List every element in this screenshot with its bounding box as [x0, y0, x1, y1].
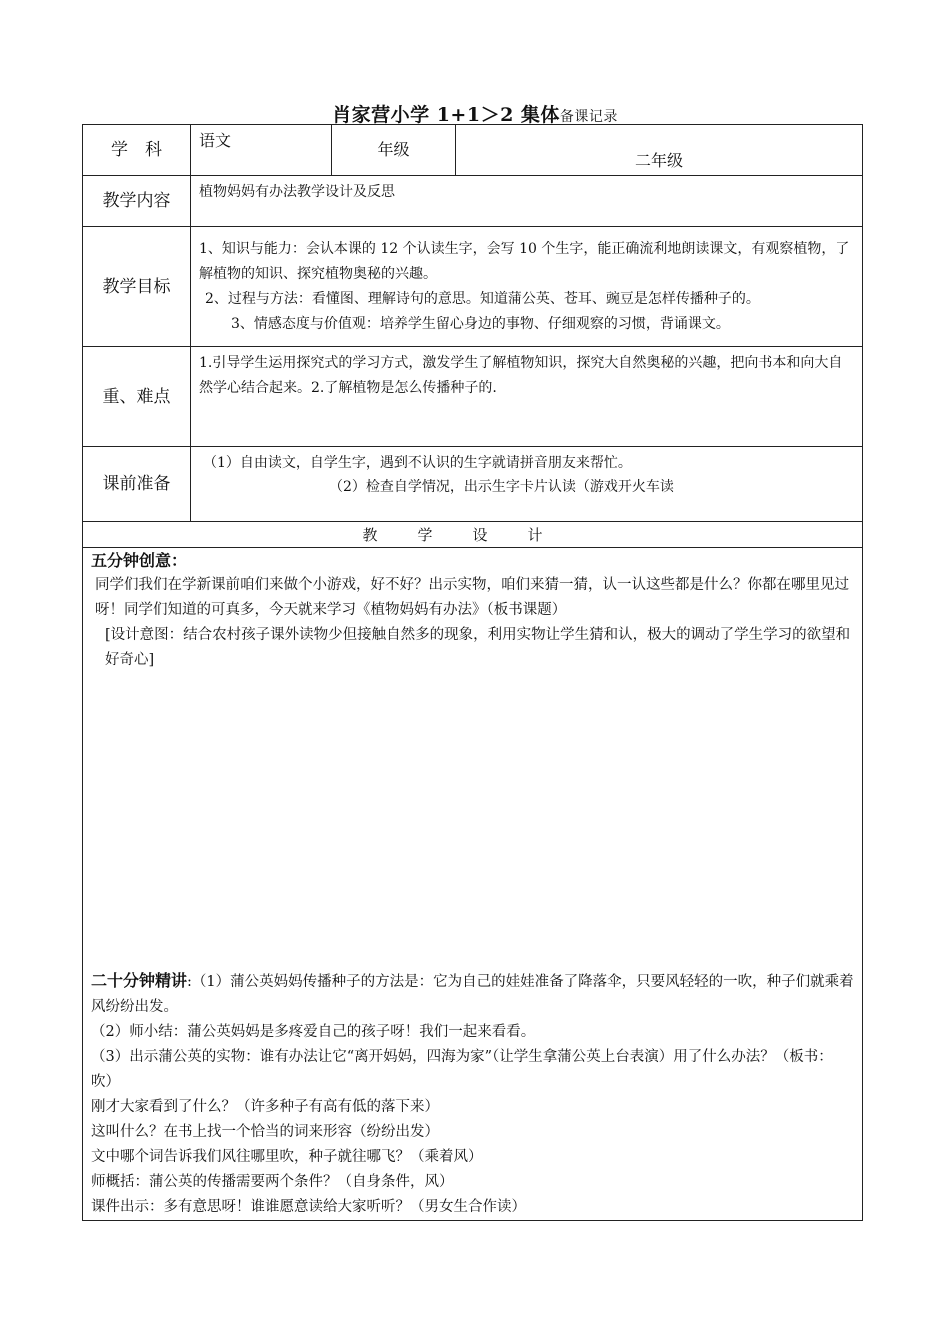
- twenty-min-heading: 二十分钟精讲: [91, 971, 188, 990]
- twenty-min-line-1: :（1）蒲公英妈妈传播种子的方法是：它为自己的娃娃准备了降落伞，只要风轻轻的一吹，种子们就乘着风纷纷出发。: [91, 974, 854, 1015]
- twenty-min-line-3: （3）出示蒲公英的实物：谁有办法让它“离开妈妈，四海为家”（让学生拿蒲公英上台表演）用了什么办法？（板书：吹）: [91, 1049, 833, 1090]
- row-keypoints: [83, 347, 863, 447]
- preparation-content: [191, 447, 863, 522]
- design-header: 教学设计: [83, 522, 863, 548]
- title-suffix: 备课记录: [559, 109, 618, 125]
- subject-label: 学 科: [83, 125, 191, 176]
- twenty-min-line-6: 文中哪个词告诉我们风往哪里吹，种子就往哪飞？（乘着风）: [91, 1149, 483, 1165]
- content-value: 植物妈妈有办法教学设计及反思: [191, 176, 863, 227]
- page-title: [0, 100, 950, 127]
- goal-3: 3、情感态度与价值观：培养学生留心身边的事物、仔细观察的习惯，背诵课文。: [231, 316, 730, 332]
- grade-value: 二年级: [456, 125, 863, 176]
- row-goals: [83, 227, 863, 347]
- row-preparation: [83, 447, 863, 522]
- twenty-min-line-7: 师概括：蒲公英的传播需要两个条件？（自身条件，风）: [91, 1174, 454, 1190]
- keypoints-label: 重、难点: [83, 347, 191, 447]
- design-body: [83, 548, 863, 1221]
- row-subject: [83, 125, 863, 176]
- prep-line-2: （2）检查自学情况，出示生字卡片认读（游戏开火车读: [329, 479, 674, 495]
- goal-1: 1、知识与能力：会认本课的 12 个认读生字，会写 10 个生字，能正确流利地朗读课文，有观察植物，了解植物的知识、探究植物奥秘的兴趣。: [199, 241, 850, 282]
- grade-label: 年级: [332, 125, 456, 176]
- goals-content: [191, 227, 863, 347]
- keypoints-value: 1.引导学生运用探究式的学习方式，激发学生了解植物知识，探究大自然奥秘的兴趣，把向书本和向大自然学心结合起来。2.了解植物是怎么传播种子的.: [191, 347, 863, 447]
- twenty-min-line-4: 刚才大家看到了什么？（许多种子有高有低的落下来）: [91, 1099, 439, 1115]
- twenty-min-line-2: （2）师小结：蒲公英妈妈是多疼爱自己的孩子呀！我们一起来看看。: [91, 1024, 536, 1040]
- title-main: 肖家营小学 1+1＞2 集体: [332, 104, 560, 126]
- lesson-plan-table: [82, 124, 863, 1221]
- twenty-min-line-8: 课件出示：多有意思呀！谁谁愿意读给大家听听？（男女生合作读）: [91, 1199, 526, 1215]
- prep-line-1: （1）自由读文，自学生字，遇到不认识的生字就请拼音朋友来帮忙。: [203, 455, 632, 471]
- subject-value: 语文: [191, 125, 332, 176]
- twenty-min-line-5: 这叫什么？在书上找一个恰当的词来形容（纷纷出发）: [91, 1124, 439, 1140]
- five-min-p2: [设计意图：结合农村孩子课外读物少但接触自然多的现象，利用实物让学生猜和认，极大的调动了学生学习的欲望和好奇心]: [105, 627, 851, 668]
- row-design-body: [83, 548, 863, 1221]
- goal-2: 2、过程与方法：看懂图、理解诗句的意思。知道蒲公英、苍耳、豌豆是怎样传播种子的。: [205, 291, 760, 307]
- goals-label: 教学目标: [83, 227, 191, 347]
- content-label: 教学内容: [83, 176, 191, 227]
- five-min-heading: 五分钟创意：: [91, 551, 188, 570]
- row-content: [83, 176, 863, 227]
- preparation-label: 课前准备: [83, 447, 191, 522]
- row-design-header: [83, 522, 863, 548]
- five-min-p1: 同学们我们在学新课前咱们来做个小游戏，好不好？出示实物，咱们来猜一猜，认一认这些都是什么？你都在哪里见过呀！同学们知道的可真多，今天就来学习《植物妈妈有办法》（板书课题）: [95, 577, 849, 618]
